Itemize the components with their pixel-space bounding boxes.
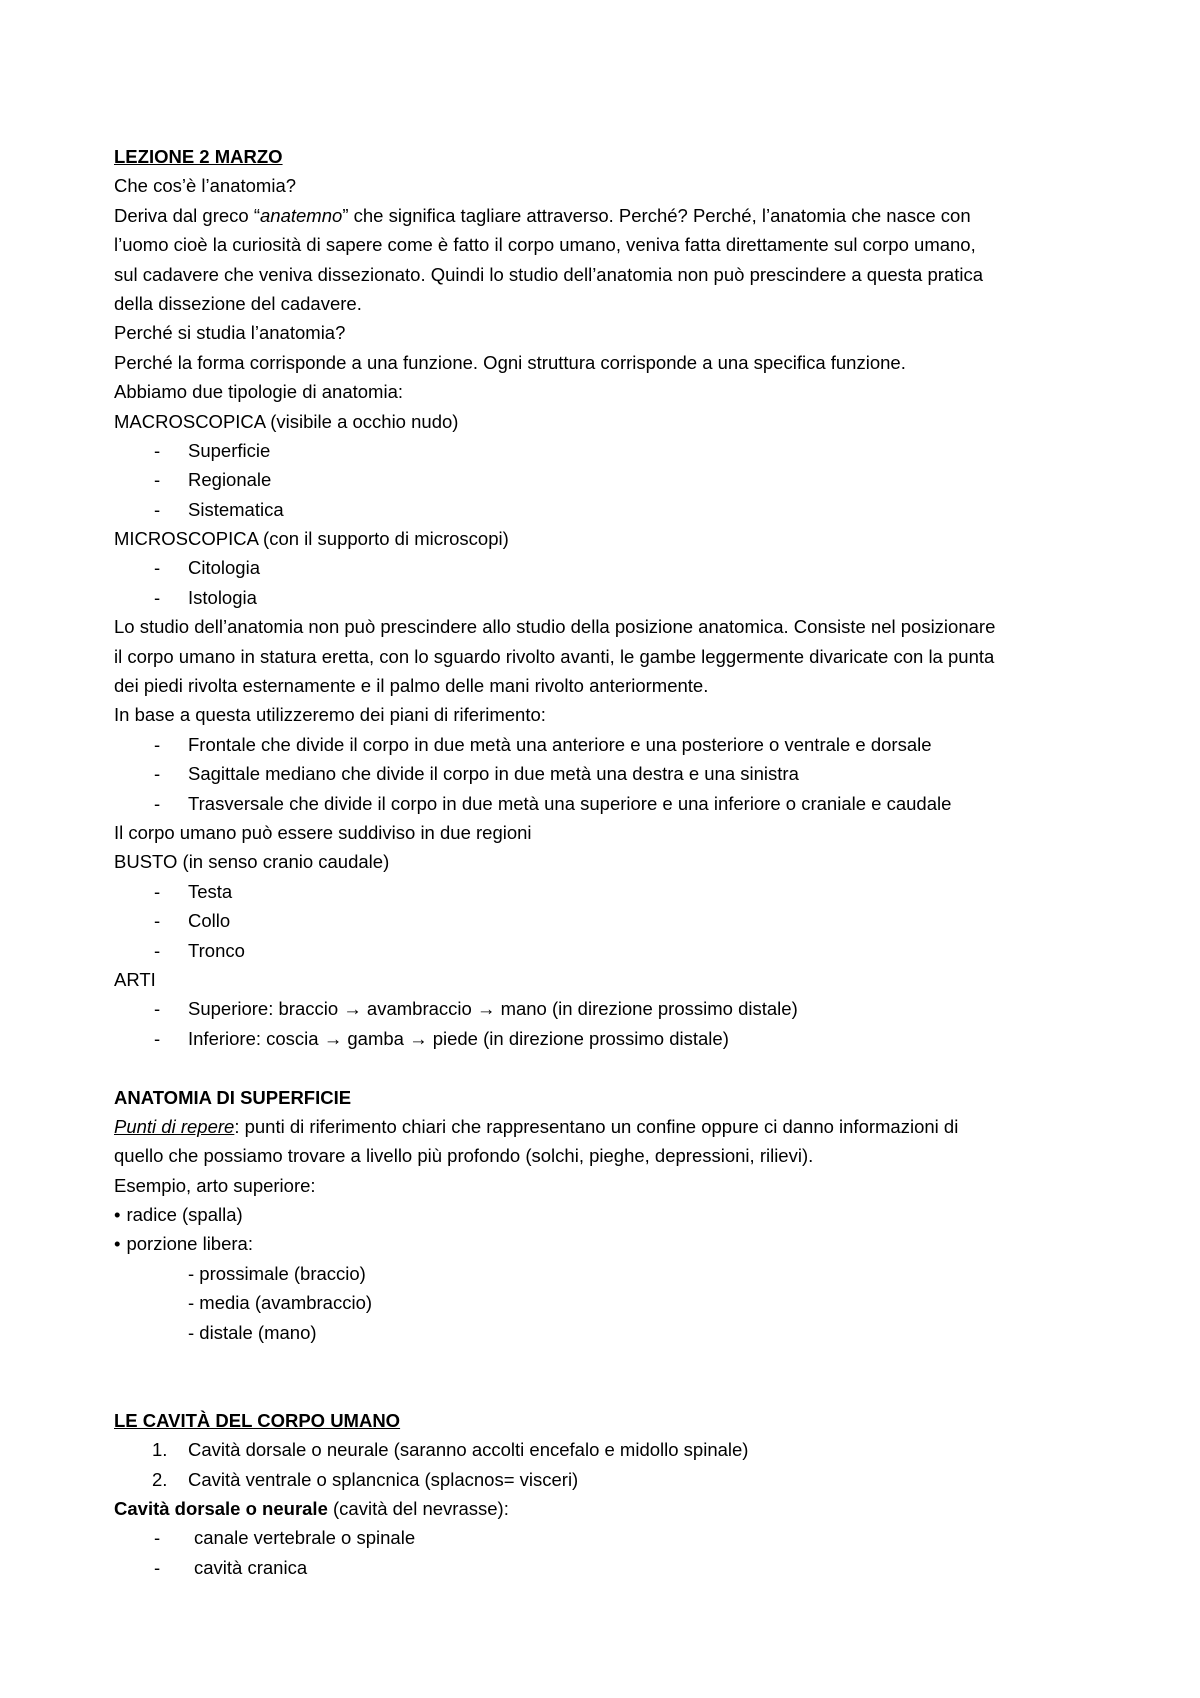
bullet-item: • porzione libera:: [114, 1229, 1104, 1258]
greek-term: anatemno: [260, 204, 343, 226]
sub-item: - prossimale (braccio): [188, 1262, 366, 1284]
paragraph-line: Abbiamo due tipologie di anatomia:: [114, 381, 403, 403]
paragraph-line: il corpo umano in statura eretta, con lo sguardo rivolto avanti, le gambe leggermente divaricate con la punta: [114, 645, 995, 667]
section-title: ANATOMIA DI SUPERFICIE: [114, 1086, 352, 1108]
list-item: - Sagittale mediano che divide il corpo in due metà una destra e una sinistra: [114, 759, 1104, 788]
paragraph-line: Esempio, arto superiore:: [114, 1174, 316, 1196]
section-heading: MACROSCOPICA (visibile a occhio nudo): [114, 410, 459, 432]
list-item: - Inferiore: coscia → gamba → piede (in direzione prossimo distale): [114, 1024, 1104, 1053]
spacer: [114, 1376, 1104, 1405]
paragraph-line: Cavità dorsale o neurale (cavità del nevrasse):: [114, 1497, 509, 1519]
spacer: [114, 1053, 1104, 1082]
list-item: - Collo: [114, 906, 1104, 935]
document-body: [114, 142, 1104, 1582]
list-item: - Citologia: [114, 553, 1104, 582]
paragraph-line: Perché la forma corrisponde a una funzione. Ogni struttura corrisponde a una specifica funzione.: [114, 351, 906, 373]
sub-item: - media (avambraccio): [188, 1292, 373, 1314]
numbered-item: 1. Cavità dorsale o neurale (saranno accolti encefalo e midollo spinale): [114, 1435, 1104, 1464]
spacer: [114, 1347, 1104, 1376]
item-number: 1.: [152, 1439, 168, 1461]
bullet-item: • radice (spalla): [114, 1200, 1104, 1229]
paragraph-line: Deriva dal greco “anatemno” che significa tagliare attraverso. Perché? Perché, l’anatomia che nasce con: [114, 204, 971, 226]
section-title: LE CAVITÀ DEL CORPO UMANO: [114, 1409, 401, 1431]
paragraph-line: l’uomo cioè la curiosità di sapere come è fatto il corpo umano, veniva fatta direttamente sul corpo umano,: [114, 234, 976, 256]
paragraph-line: dei piedi rivolta esternamente e il palmo delle mani rivolto anteriormente.: [114, 675, 709, 697]
list-item: - Tronco: [114, 936, 1104, 965]
list-item: - Istologia: [114, 583, 1104, 612]
paragraph-line: In base a questa utilizzeremo dei piani di riferimento:: [114, 704, 546, 726]
item-number: 2.: [152, 1468, 168, 1490]
list-item: - Superiore: braccio → avambraccio → mano (in direzione prossimo distale): [114, 994, 1104, 1023]
list-item: - Superficie: [114, 436, 1104, 465]
paragraph-line: sul cadavere che veniva dissezionato. Quindi lo studio dell’anatomia non può prescindere a questa pratica: [114, 263, 984, 285]
list-item: - canale vertebrale o spinale: [114, 1523, 1104, 1552]
numbered-item: 2. Cavità ventrale o splancnica (splacnos= visceri): [114, 1465, 1104, 1494]
list-item: - Regionale: [114, 465, 1104, 494]
sub-item: - distale (mano): [188, 1321, 317, 1343]
list-item: - cavità cranica: [114, 1553, 1104, 1582]
term: Punti di repere: [114, 1115, 235, 1137]
paragraph-line: quello che possiamo trovare a livello più profondo (solchi, pieghe, depressioni, rilievi).: [114, 1145, 814, 1167]
list-item: - Testa: [114, 877, 1104, 906]
section-heading: MICROSCOPICA (con il supporto di microscopi): [114, 528, 509, 550]
list-item: - Trasversale che divide il corpo in due metà una superiore e una inferiore o craniale e caudale: [114, 789, 1104, 818]
paragraph-line: Che cos’è l’anatomia?: [114, 175, 297, 197]
lesson-title: LEZIONE 2 MARZO: [114, 146, 283, 167]
list-item: - Frontale che divide il corpo in due metà una anteriore e una posteriore o ventrale e dorsale: [114, 730, 1104, 759]
list-item: - Sistematica: [114, 495, 1104, 524]
section-heading: BUSTO (in senso cranio caudale): [114, 851, 390, 873]
paragraph-line: Perché si studia l’anatomia?: [114, 322, 346, 344]
paragraph-line: Punti di repere: punti di riferimento chiari che rappresentano un confine oppure ci danno informazioni di: [114, 1115, 959, 1137]
paragraph-line: Il corpo umano può essere suddiviso in due regioni: [114, 821, 532, 843]
paragraph-line: Lo studio dell’anatomia non può prescindere allo studio della posizione anatomica. Consiste nel posizionare: [114, 616, 996, 638]
paragraph-line: della dissezione del cadavere.: [114, 292, 362, 314]
section-heading: ARTI: [114, 968, 156, 990]
